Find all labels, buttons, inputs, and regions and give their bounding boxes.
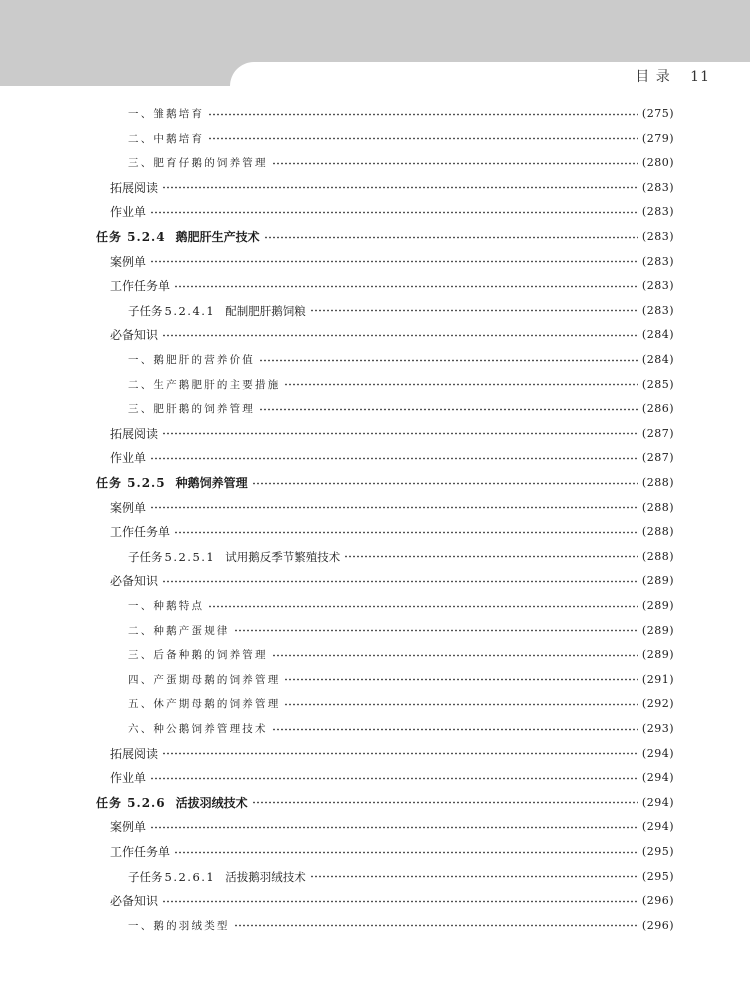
toc-entry[interactable] bbox=[110, 842, 674, 862]
toc-entry[interactable] bbox=[96, 227, 674, 247]
toc-entry[interactable] bbox=[110, 178, 674, 198]
toc-entry-page: (279) bbox=[641, 131, 674, 145]
toc-entry-label bbox=[96, 473, 248, 493]
dot-leader bbox=[208, 113, 638, 116]
toc-entry-title: 一、鹅的羽绒类型 bbox=[128, 919, 230, 932]
toc-entry-label bbox=[128, 399, 255, 419]
toc-entry-title: 案例单 bbox=[110, 820, 147, 835]
toc-entry[interactable] bbox=[110, 448, 674, 468]
toc-entry[interactable] bbox=[128, 694, 674, 714]
toc-entry[interactable] bbox=[110, 744, 674, 764]
toc-entry-label bbox=[128, 104, 204, 124]
toc-entry-page: (294) bbox=[641, 771, 674, 785]
toc-entry[interactable] bbox=[96, 473, 674, 493]
toc-entry-label bbox=[128, 350, 255, 370]
subtask-code: 5.2.4.1 bbox=[164, 303, 216, 318]
toc-entry-title: 一、雏鹅培育 bbox=[128, 108, 205, 120]
toc-entry[interactable] bbox=[110, 325, 674, 345]
toc-entry-page: (295) bbox=[641, 845, 674, 858]
toc-entry-title: 必备知识 bbox=[110, 574, 159, 589]
dot-leader bbox=[208, 605, 638, 608]
dot-leader bbox=[284, 678, 638, 681]
toc-entry-page: (283) bbox=[641, 279, 674, 293]
toc-entry-label bbox=[110, 498, 146, 518]
toc-entry-label bbox=[128, 694, 280, 714]
toc-entry-title: 配制肥肝鹅饲粮 bbox=[225, 303, 306, 318]
toc-entry[interactable] bbox=[110, 252, 674, 272]
toc-entry[interactable] bbox=[96, 793, 674, 813]
toc-entry-label bbox=[110, 842, 170, 862]
toc-entry[interactable] bbox=[128, 153, 674, 173]
toc-entry[interactable] bbox=[110, 768, 674, 788]
toc-entry-page: (291) bbox=[641, 672, 674, 686]
toc-entry-title: 作业单 bbox=[110, 771, 147, 786]
toc-entry[interactable] bbox=[128, 596, 674, 616]
dot-leader bbox=[150, 826, 638, 829]
toc-entry-page: (294) bbox=[641, 795, 674, 809]
toc-entry[interactable] bbox=[128, 719, 674, 739]
toc-entry-label bbox=[110, 817, 146, 837]
dot-leader bbox=[162, 186, 638, 189]
toc-entry-title: 五、休产期母鹅的饲养管理 bbox=[128, 698, 281, 711]
toc-entry[interactable] bbox=[128, 645, 674, 665]
page-number: 11 bbox=[690, 69, 710, 85]
toc-entry-page: (295) bbox=[641, 869, 674, 883]
toc-entry-label bbox=[110, 768, 146, 788]
toc-entry-title: 工作任务单 bbox=[110, 845, 171, 859]
toc-entry[interactable] bbox=[128, 301, 674, 321]
dot-leader bbox=[174, 851, 638, 854]
dot-leader bbox=[272, 162, 638, 165]
dot-leader bbox=[150, 506, 638, 509]
toc-entry[interactable] bbox=[110, 817, 674, 837]
toc-entry-label bbox=[110, 178, 158, 198]
toc-entry[interactable] bbox=[128, 547, 674, 567]
toc-entry-label bbox=[110, 202, 146, 222]
toc-entry-page: (289) bbox=[641, 623, 674, 637]
toc-entry-page: (283) bbox=[641, 230, 674, 243]
toc-entry-label bbox=[128, 547, 340, 567]
toc-entry-label bbox=[110, 448, 146, 468]
toc-entry-page: (284) bbox=[641, 328, 674, 342]
dot-leader bbox=[162, 334, 638, 337]
toc-entry-title: 三、后备种鹅的饲养管理 bbox=[128, 649, 268, 662]
toc-entry[interactable] bbox=[128, 867, 674, 887]
toc-entry-page: (293) bbox=[641, 722, 674, 735]
toc-entry[interactable] bbox=[128, 104, 674, 124]
dot-leader bbox=[150, 457, 638, 460]
dot-leader bbox=[150, 777, 638, 780]
dot-leader bbox=[252, 801, 638, 804]
toc-entry-title: 活拔鹅羽绒技术 bbox=[225, 869, 306, 884]
toc-entry-title: 一、鹅肥肝的营养价值 bbox=[128, 354, 255, 366]
dot-leader bbox=[150, 211, 638, 214]
toc-entry-page: (284) bbox=[641, 353, 674, 366]
toc-entry-label bbox=[96, 227, 260, 247]
dot-leader bbox=[272, 654, 638, 657]
toc-entry-label bbox=[128, 670, 280, 690]
dot-leader bbox=[259, 359, 638, 362]
toc-entry-label bbox=[110, 571, 158, 591]
dot-leader bbox=[174, 531, 638, 534]
toc-entry-title: 试用鹅反季节繁殖技术 bbox=[225, 549, 341, 564]
toc-entry[interactable] bbox=[110, 424, 674, 444]
dot-leader bbox=[162, 580, 638, 583]
dot-leader bbox=[150, 260, 638, 263]
toc-entry-page: (285) bbox=[641, 377, 674, 391]
toc-entry-label bbox=[128, 301, 306, 321]
toc-entry-page: (287) bbox=[641, 426, 674, 440]
toc-entry-title: 三、肥育仔鹅的饲养管理 bbox=[128, 157, 268, 170]
toc-entry-page: (289) bbox=[641, 648, 674, 662]
toc-entry-label bbox=[128, 621, 230, 641]
dot-leader bbox=[162, 900, 638, 903]
toc-entry[interactable] bbox=[128, 621, 674, 641]
toc-entry-title: 三、肥肝鹅的饲养管理 bbox=[128, 403, 255, 416]
toc-entry-page: (294) bbox=[641, 820, 674, 834]
dot-leader bbox=[162, 752, 638, 755]
subtask-prefix: 子任务 bbox=[128, 869, 163, 884]
toc-entry-title: 拓展阅读 bbox=[110, 426, 159, 441]
toc-entry-title: 二、种鹅产蛋规律 bbox=[128, 624, 230, 637]
toc-entry[interactable] bbox=[128, 916, 674, 936]
toc-entry-title: 二、生产鹅肥肝的主要措施 bbox=[128, 378, 281, 391]
toc-entry-page: (294) bbox=[641, 746, 674, 760]
toc-entry[interactable] bbox=[110, 202, 674, 222]
toc-entry-label bbox=[128, 719, 268, 739]
toc-entry-page: (292) bbox=[641, 697, 674, 711]
toc-entry-label bbox=[110, 744, 158, 764]
toc-entry-label bbox=[96, 793, 248, 813]
toc-entry-label bbox=[110, 276, 170, 296]
dot-leader bbox=[234, 629, 638, 632]
toc-entry-title: 四、产蛋期母鹅的饲养管理 bbox=[128, 673, 281, 686]
running-header-title: 目 录 bbox=[635, 69, 671, 85]
toc-entry-page: (283) bbox=[641, 205, 674, 219]
toc-entry-page: (296) bbox=[641, 894, 674, 908]
toc-entry[interactable] bbox=[110, 498, 674, 518]
toc-entry-title: 鹅肥肝生产技术 bbox=[175, 230, 260, 244]
toc-entry-page: (287) bbox=[641, 451, 674, 465]
toc-entry-title: 案例单 bbox=[110, 500, 147, 515]
toc-entry-label bbox=[128, 867, 306, 887]
toc-entry-label bbox=[110, 424, 158, 444]
dot-leader bbox=[259, 408, 638, 411]
dot-leader bbox=[162, 432, 638, 435]
toc-entry-title: 种鹅饲养管理 bbox=[175, 476, 248, 490]
toc-entry-page: (280) bbox=[641, 156, 674, 170]
toc-entry-label bbox=[128, 645, 268, 665]
dot-leader bbox=[252, 482, 638, 485]
toc-entry[interactable] bbox=[110, 522, 674, 542]
toc-entry-title: 必备知识 bbox=[110, 328, 159, 343]
toc-entry-page: (283) bbox=[641, 180, 674, 194]
toc-entry-label bbox=[128, 375, 280, 395]
toc-entry-page: (283) bbox=[641, 254, 674, 268]
dot-leader bbox=[272, 728, 638, 731]
toc-entry-label bbox=[110, 325, 158, 345]
toc-entry-label bbox=[128, 129, 204, 149]
toc-entry[interactable] bbox=[128, 129, 674, 149]
toc-entry-title: 拓展阅读 bbox=[110, 746, 159, 761]
toc-entry-label bbox=[110, 891, 158, 911]
toc-entry-title: 案例单 bbox=[110, 254, 147, 269]
dot-leader bbox=[234, 924, 638, 927]
toc-entry-title: 作业单 bbox=[110, 205, 147, 220]
dot-leader bbox=[284, 703, 638, 706]
dot-leader bbox=[284, 383, 638, 386]
toc-entry-page: (288) bbox=[641, 549, 674, 563]
toc-entry-title: 一、种鹅特点 bbox=[128, 600, 205, 612]
task-number: 任务 5.2.4 bbox=[96, 230, 166, 244]
toc-entry-label bbox=[128, 153, 268, 173]
toc-entry-page: (275) bbox=[641, 107, 674, 120]
toc-entry-title: 活拔羽绒技术 bbox=[175, 795, 248, 810]
dot-leader bbox=[174, 285, 638, 288]
toc-entry-title: 拓展阅读 bbox=[110, 180, 159, 195]
toc-entry-page: (286) bbox=[641, 402, 674, 416]
dot-leader bbox=[264, 236, 638, 239]
subtask-prefix: 子任务 bbox=[128, 549, 163, 564]
toc-entry-title: 工作任务单 bbox=[110, 525, 171, 540]
subtask-code: 5.2.5.1 bbox=[164, 549, 216, 564]
toc-entry-title: 必备知识 bbox=[110, 894, 159, 909]
dot-leader bbox=[310, 875, 638, 878]
toc-entry-page: (289) bbox=[641, 599, 674, 612]
toc-entry-page: (288) bbox=[641, 500, 674, 514]
toc-entry[interactable] bbox=[128, 399, 674, 419]
toc-entry[interactable] bbox=[128, 350, 674, 370]
toc-entry-label bbox=[128, 916, 230, 936]
toc-entry-page: (283) bbox=[641, 303, 674, 317]
toc-entry-page: (288) bbox=[641, 525, 674, 539]
toc-entry-page: (289) bbox=[641, 574, 674, 588]
toc-entry-page: (296) bbox=[641, 918, 674, 932]
task-number: 任务 5.2.5 bbox=[96, 476, 166, 490]
dot-leader bbox=[344, 555, 638, 558]
toc-entry-title: 六、种公鹅饲养管理技术 bbox=[128, 723, 268, 735]
toc-entry[interactable] bbox=[110, 571, 674, 591]
toc-entry[interactable] bbox=[128, 670, 674, 690]
toc-entry-page: (288) bbox=[641, 476, 674, 489]
toc-entry[interactable] bbox=[110, 891, 674, 911]
toc-entry[interactable] bbox=[110, 276, 674, 296]
subtask-code: 5.2.6.1 bbox=[164, 869, 216, 884]
toc-entry-title: 二、中鹅培育 bbox=[128, 132, 205, 145]
dot-leader bbox=[310, 309, 638, 312]
dot-leader bbox=[208, 137, 638, 140]
toc-entry-title: 工作任务单 bbox=[110, 279, 171, 294]
toc-entry-label bbox=[128, 596, 204, 616]
subtask-prefix: 子任务 bbox=[128, 303, 163, 318]
toc-entry-label bbox=[110, 252, 146, 272]
toc-entry[interactable] bbox=[128, 375, 674, 395]
running-header bbox=[635, 66, 710, 86]
toc-entry-title: 作业单 bbox=[110, 451, 147, 466]
task-number: 任务 5.2.6 bbox=[96, 795, 166, 810]
toc-entry-label bbox=[110, 522, 170, 542]
